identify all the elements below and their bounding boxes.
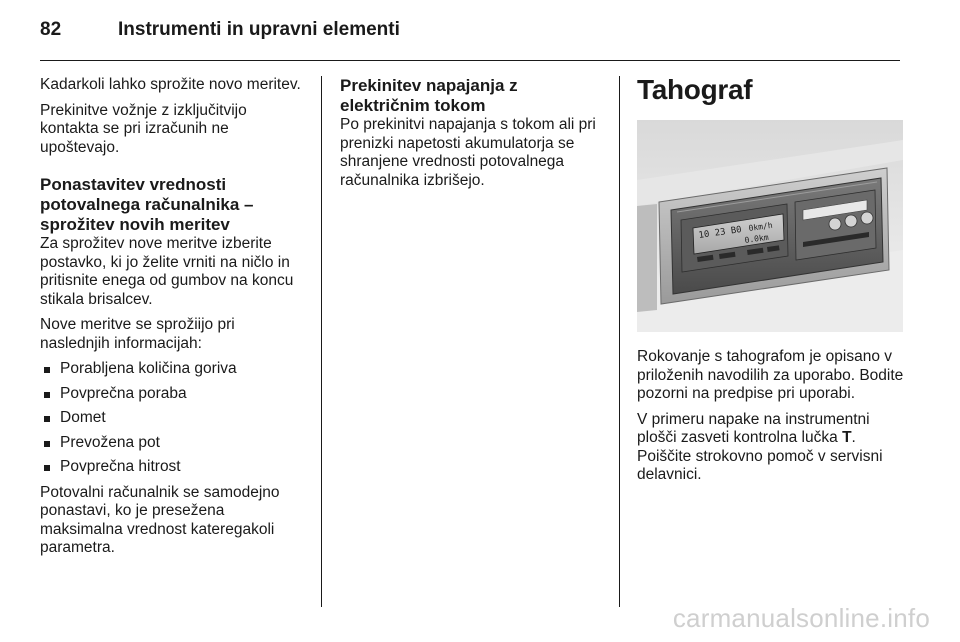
list-item-text: Povprečna hitrost (60, 458, 181, 475)
column-divider (619, 76, 620, 607)
tachograph-illustration-icon (637, 120, 903, 332)
list-item-text: Domet (60, 409, 106, 426)
reset-paragraph-1: Za sprožitev nove meritve izberite postavko, ki jo želite vrniti na ničlo in pritisnite enega od gumbov na koncu stikala brisalcev. (40, 235, 294, 308)
list-item-text: Porabljena količina goriva (60, 360, 237, 377)
tachograph-display-line-1: 10 23 B0 (698, 225, 743, 241)
tachograph-display-speed: 0km/h (748, 220, 774, 233)
square-bullet-icon (44, 392, 50, 398)
list-item (40, 360, 308, 379)
page-number: 82 (40, 19, 62, 40)
square-bullet-icon (44, 367, 50, 373)
list-item (40, 434, 308, 453)
column-divider (321, 76, 322, 607)
tachograph-paragraph-3: Poiščite strokovno pomoč v servisni delavnici. (637, 447, 883, 483)
square-bullet-icon (44, 465, 50, 471)
list-item (40, 409, 308, 428)
left-column (40, 76, 308, 565)
intro-paragraph-1: Kadarkoli lahko sprožite novo meritev. (40, 76, 301, 93)
list-item-text: Prevožena pot (60, 433, 160, 451)
closing-paragraph: Potovalni računalnik se samodejno ponastavi, ko je presežena maksimalna vrednost kateregakoli parametra. (40, 483, 280, 556)
middle-column (340, 76, 602, 197)
power-interruption-paragraph: Po prekinitvi napajanja s tokom ali pri prenizki napetosti akumulatorja se shranjene vrednosti potovalnega računalnika izbrišejo. (340, 116, 596, 189)
intro-paragraph-2: Prekinitve vožnje z izključitvijo kontakta se pri izračunih ne upoštevajo. (40, 101, 247, 156)
square-bullet-icon (44, 416, 50, 422)
page-header (40, 19, 400, 49)
power-interruption-heading: Prekinitev napajanja z električnim tokom (340, 76, 518, 115)
tachograph-heading: Tahograf (637, 74, 753, 105)
watermark: carmanualsonline.info (672, 603, 930, 633)
right-column (637, 76, 905, 492)
list-item (40, 458, 308, 477)
tachograph-paragraph-1: Rokovanje s tahografom je opisano v priloženih navodilih za uporabo. Bodite pozorni na predpise pri uporabi. (637, 348, 904, 402)
chapter-title: Instrumenti in upravni elementi (118, 19, 400, 40)
tachograph-display-distance: 0.0km (744, 232, 770, 245)
header-rule (40, 60, 900, 61)
tachograph-paragraph-2-text: V primeru napake na instrumentni plošči zasveti kontrolna lučka (637, 410, 870, 446)
tachograph-paragraph-2 (637, 411, 905, 485)
list-item (40, 385, 308, 404)
control-lamp-t-icon: T (842, 429, 852, 446)
reset-paragraph-2: Nove meritve se sprožiijo pri naslednjih informacijah: (40, 316, 235, 352)
tachograph-paragraph-2-end: . (851, 429, 856, 446)
reset-section-heading: Ponastavitev vrednosti potovalnega računalnika – sprožitev novih meritev (40, 175, 254, 234)
reset-bullet-list (40, 360, 308, 477)
list-item-text: Povprečna poraba (60, 384, 187, 402)
square-bullet-icon (44, 441, 50, 447)
